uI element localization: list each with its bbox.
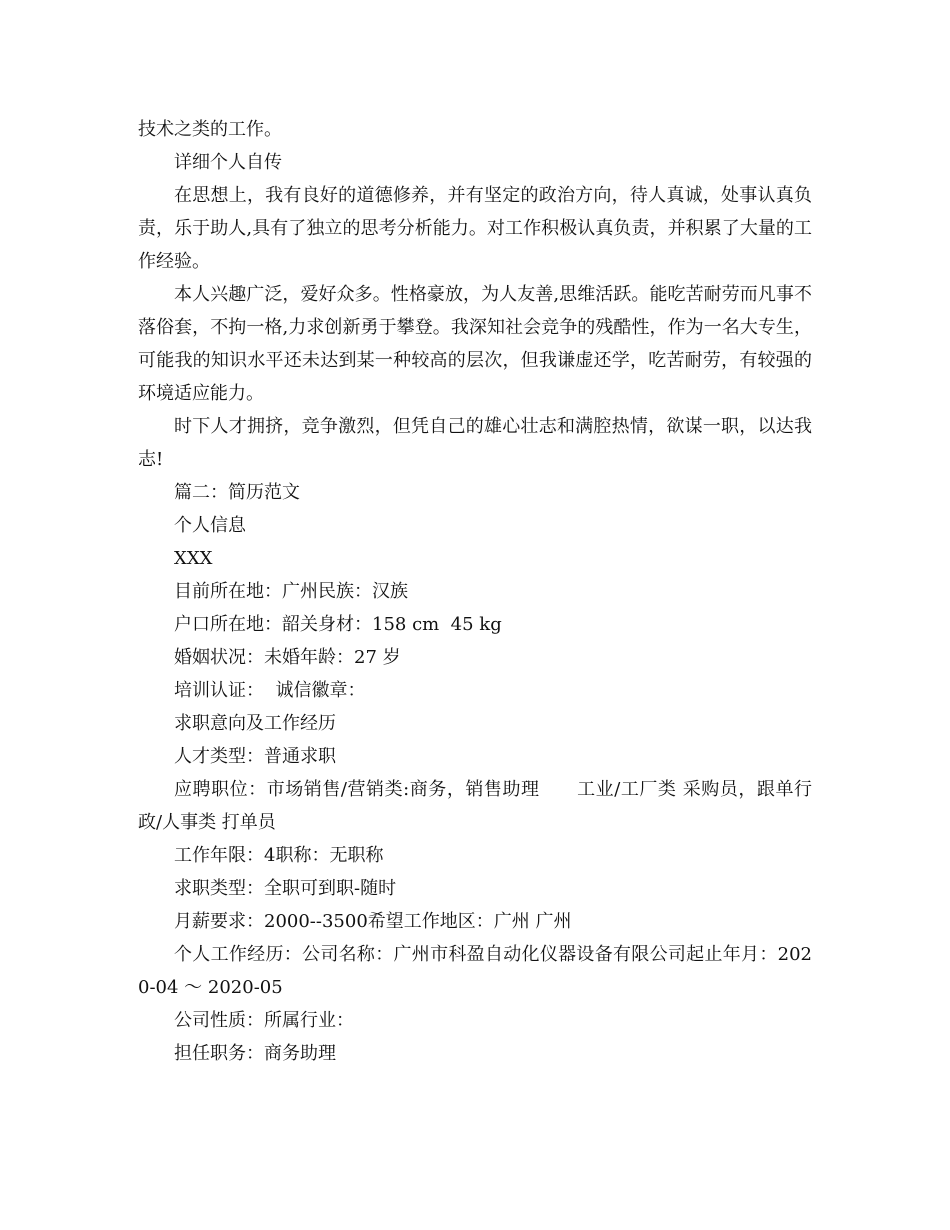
field-marital-age: 婚姻状况：未婚年龄：27 岁 bbox=[174, 647, 401, 668]
paragraph-interests: 本人兴趣广泛，爱好众多。性格豪放，为人友善,思维活跃。能吃苦耐劳而凡事不落俗套，不拘一格,力求创新勇于攀登。我深知社会竞争的残酷性，作为一名大专生，可能我的知识水平还未达到某一种较高的层次，但我谦虚还学，吃苦耐劳，有较强的环境适应能力。 bbox=[138, 284, 812, 404]
field-job-type: 求职类型：全职可到职-随时 bbox=[174, 878, 397, 899]
heading-job-intent: 求职意向及工作经历 bbox=[174, 713, 336, 734]
field-salary-region: 月薪要求：2000--3500希望工作地区：广州 广州 bbox=[174, 911, 572, 932]
field-talent-type: 人才类型：普通求职 bbox=[174, 746, 336, 767]
paragraph-continuation: 技术之类的工作。 bbox=[138, 119, 282, 140]
paragraph-ambition: 时下人才拥挤，竞争激烈，但凭自己的雄心壮志和满腔热情，欲谋一职，以达我志! bbox=[138, 416, 812, 470]
section-title-resume: 篇二：简历范文 bbox=[174, 482, 300, 503]
field-name: XXX bbox=[174, 548, 213, 569]
heading-autobiography: 详细个人自传 bbox=[174, 152, 282, 173]
field-positions: 应聘职位：市场销售/营销类:商务，销售助理 工业/工厂类 采购员，跟单行政/人事类 打单员 bbox=[138, 779, 812, 833]
field-hukou-stature: 户口所在地：韶关身材：158 cm 45 kg bbox=[174, 614, 502, 635]
paragraph-ideology: 在思想上，我有良好的道德修养，并有坚定的政治方向，待人真诚，处事认真负责，乐于助人,具有了独立的思考分析能力。对工作积极认真负责，并积累了大量的工作经验。 bbox=[138, 185, 812, 272]
document-body bbox=[138, 113, 812, 1070]
field-location-ethnicity: 目前所在地：广州民族：汉族 bbox=[174, 581, 408, 602]
field-role: 担任职务：商务助理 bbox=[174, 1043, 336, 1064]
field-work-history: 个人工作经历：公司名称：广州市科盈自动化仪器设备有限公司起止年月：2020-04 ～ 2020-05 bbox=[138, 944, 812, 998]
field-company-nature: 公司性质：所属行业： bbox=[174, 1010, 354, 1031]
field-years-title: 工作年限：4职称：无职称 bbox=[174, 845, 384, 866]
field-certification: 培训认证： 诚信徽章： bbox=[174, 680, 366, 701]
heading-personal-info: 个人信息 bbox=[174, 515, 246, 536]
